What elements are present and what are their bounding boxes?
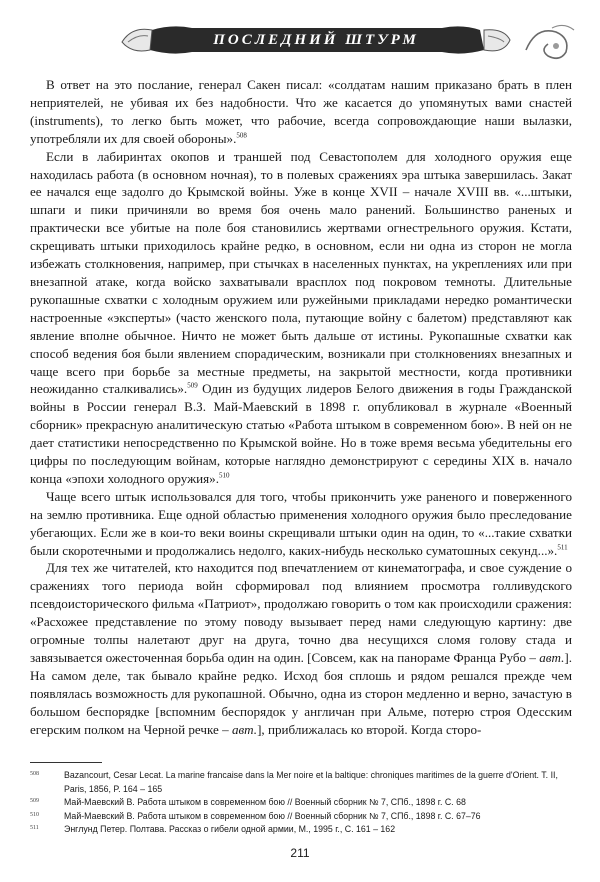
chapter-title: ПОСЛЕДНИЙ ШТУРМ <box>213 32 419 48</box>
footnote-item <box>30 810 572 824</box>
paragraph: Чаще всего штык использовался для того, чтобы прикончить уже раненого и поверженного на землю противника. Еще одной областью применения холодного оружия было преследование убегающих. Если же в кои-то веки воины скрещивали штыки один на один, то «...такие схватки были скоротечными и продолжались недолго, каких-нибудь несколько суматошных секунд...».$^{511}$ <box>30 488 572 558</box>
flourish-icon <box>522 20 578 66</box>
footnotes <box>30 769 572 837</box>
chapter-banner <box>112 20 512 60</box>
footnote-ref[interactable]: 508 <box>236 131 247 140</box>
paragraph: Если в лабиринтах окопов и траншей под Севастополем для холодного оружия еще находилась работа (в основном ночная), то в полевых сражениях эра штыка завершилась. Закат ее начался еще задолго до Крымской войны. Уже в конце XVII – начале XVIII вв. «...штыки, шпаги и пики причиняли во время боя очень мало ранений. Большинство раненых и практически все убитые на поле боя становились жертвами огнестрельного оружия. Кстати, скрещивать штыки приходилось крайне редко, в основном, если ни одна из сторон не могла избежать столкновения, например, при стычках в населенных пунктах, на укреплениях или при внезапной атаке, когда войско захватывали врасплох под покровом темноты. Длительные рукопашные схватки с холодным оружием или ружейными прикладами нередко романтически настроенные «эксперты» (часто женского пола, путающие войну с балетом) представляют как явление вполне обычное. Ничто не может быть дальше от истины. Рукопашные схватки как способ ведения боя были явлением спорадическим, возникали при столкновениях внезапных и чаще всего при борьбе за местные предметы, на закрытой местности, когда противники неожиданно сталкивались».$^{509}$ Один из будущих лидеров Белого движения в годы Гражданской войны в России генерал В.З. Май-Маевский в 1898 г. опубликовал в журнале «Военный сборник» прекрасную аналитическую статью «Работа штыком в современном бою». В ней он не дает статистики непосредственно по Крымской войне. Но в тоже время весьма убедительны его цифры по последующим войнам, которые наглядно демонстрируют с середины XIX в. начало конца «эпохи холодного оружия».$^{510}$ <box>30 148 572 486</box>
footnote-number: 508 <box>30 771 39 777</box>
footnote-text: Bazancourt, Cesar Lecat. La marine francaise dans la Mer noire et la baltique: chroniques maritimes de la guerre d'Orient. T. II, Paris, 1856, P. 164 – 165 <box>64 770 558 794</box>
footnote-ref[interactable]: 509 <box>187 382 198 391</box>
footnote-number: 509 <box>30 798 39 805</box>
footnote-item <box>30 823 572 837</box>
footnote-number: 510 <box>30 811 39 818</box>
main-text <box>30 76 572 739</box>
footnote-text: Энглунд Петер. Полтава. Рассказ о гибели одной армии, М., 1995 г., С. 161 – 162 <box>64 824 396 835</box>
footnote-item <box>30 796 572 810</box>
footnote-item <box>30 769 572 796</box>
page-number: 211 <box>290 846 310 860</box>
footnote-text: Май-Маевский В. Работа штыком в современном бою // Военный сборник № 7, СПб., 1898 г. С. 67–76 <box>64 810 481 821</box>
footnote-text: Май-Маевский В. Работа штыком в современном бою // Военный сборник № 7, СПб., 1898 г. С. 68 <box>64 797 466 808</box>
paragraph: Для тех же читателей, кто находится под впечатлением от кинематографа, и свое суждение о сражениях того периода войн сформировал под влиянием просмотра голливудского псевдоисторического фильма «Патриот», продолжаю говорить о том как происходили сражения: «Расхожее представление по этому поводу вызывает перед нами следующую картину: две огромные толпы налетают друг на друга, точно два несущихся сломя голову стада и завязывается ожесточенная борьба один на один. [Совсем, как на панораме Франца Рубо – авт.]. На самом деле, так бывало крайне редко. Исход боя сплошь и рядом решался прежде чем появлялась возможность для рукопашной. Обычно, одна из сторон медленно и верно, зачастую в большом беспорядке [вспомним беспорядок у англичан при Альме, потерю строя Одесским егерским полком на Черной речке – авт.], приближалась ко второй. Когда сторо- <box>30 560 572 737</box>
footnote-number: 511 <box>30 825 39 832</box>
footnote-ref[interactable]: 510 <box>218 471 230 480</box>
paragraph: В ответ на это послание, генерал Сакен писал: «солдатам нашим приказано брать в плен неприятелей, не убивая их без надобности. Что же касается до упомянутых вами снастей (instruments), то легко быть может, что рабочие, всегда сопровождающие наши вылазки, употребляли их для своей обороны».$^{508}$ <box>30 77 572 146</box>
footnote-ref[interactable]: 511 <box>557 543 568 552</box>
footnote-divider <box>30 762 102 763</box>
